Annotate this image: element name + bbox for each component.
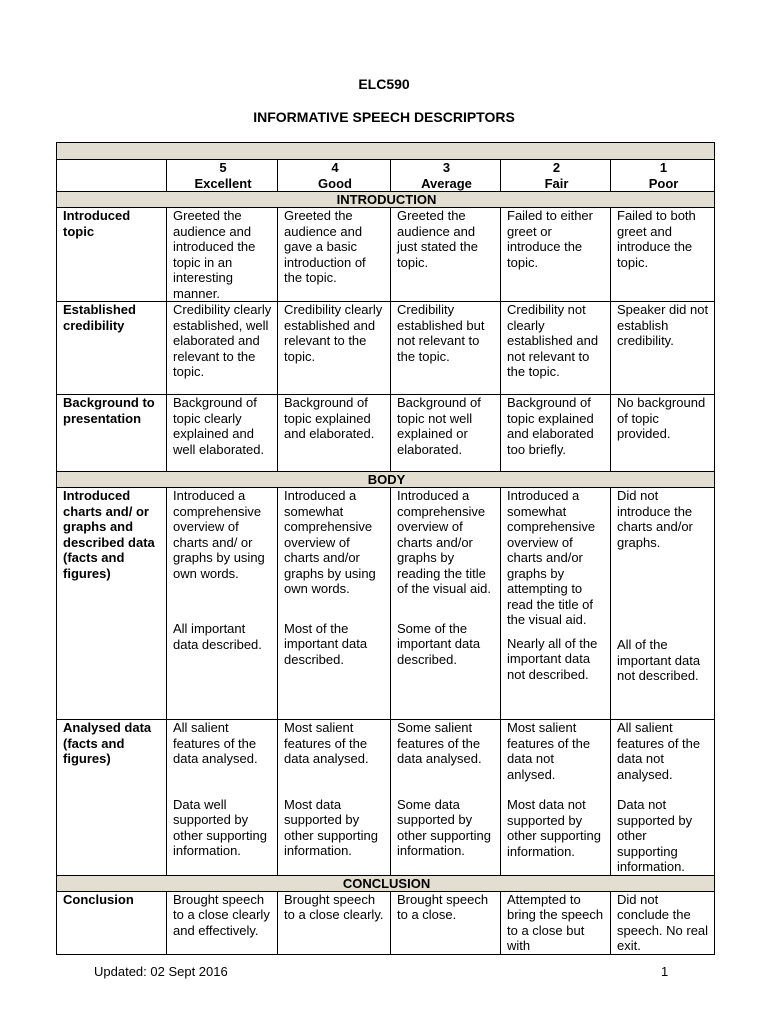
descriptor-cell: All salient features of the data not analysed. Data not supported by other supporting information. [611,720,715,876]
descriptor-cell: Introduced a somewhat comprehensive overview of charts and/or graphs by using own words. Most of the important data described. [278,488,391,720]
descriptor-cell: Background of topic not well explained or elaborated. [391,395,501,472]
rubric-table [56,142,715,955]
descriptor-cell: Greeted the audience and gave a basic introduction of the topic. [278,208,391,302]
descriptor-cell: Most salient features of the data not anlysed. Most data not supported by other supporting information. [501,720,611,876]
criterion-introduced-topic: Introduced topic [57,208,167,302]
scale-3-header: 3 Average [391,160,501,192]
criterion-conclusion: Conclusion [57,891,167,954]
row-introduced-charts [57,488,715,720]
descriptor-cell: Introduced a comprehensive overview of charts and/or graphs by reading the title of the visual aid. Some of the important data described. [391,488,501,720]
descriptor-cell: Background of topic explained and elaborated. [278,395,391,472]
scale-5-header: 5 Excellent [167,160,278,192]
row-analysed-data [57,720,715,876]
descriptor-cell: Speaker did not establish credibility. [611,302,715,395]
row-conclusion [57,891,715,954]
criterion-header-cell [57,160,167,192]
criterion-established-credibility: Established credibility [57,302,167,395]
updated-date: Updated: 02 Sept 2016 [94,964,228,979]
row-established-credibility [57,302,715,395]
descriptor-cell: Failed to either greet or introduce the topic. [501,208,611,302]
descriptor-cell: Brought speech to a close. [391,891,501,954]
descriptor-cell: Did not introduce the charts and/or graphs. All of the important data not described. [611,488,715,720]
descriptor-cell: Credibility established but not relevant to the topic. [391,302,501,395]
descriptor-cell: Most salient features of the data analysed. Most data supported by other supporting information. [278,720,391,876]
section-body: BODY [57,472,715,488]
row-introduced-topic [57,208,715,302]
scale-2-header: 2 Fair [501,160,611,192]
criterion-analysed-data: Analysed data (facts and figures) [57,720,167,876]
scale-header-row [57,160,715,192]
descriptor-cell: Attempted to bring the speech to a close but with [501,891,611,954]
criterion-background: Background to presentation [57,395,167,472]
descriptor-cell: Credibility not clearly established and not relevant to the topic. [501,302,611,395]
header-band [57,143,715,160]
descriptor-cell: Greeted the audience and just stated the topic. [391,208,501,302]
descriptor-cell: No background of topic provided. [611,395,715,472]
row-background [57,395,715,472]
descriptor-cell: All salient features of the data analysed. Data well supported by other supporting information. [167,720,278,876]
descriptor-cell: Did not conclude the speech. No real exit. [611,891,715,954]
descriptor-cell: Some salient features of the data analysed. Some data supported by other supporting information. [391,720,501,876]
descriptor-cell: Brought speech to a close clearly. [278,891,391,954]
section-conclusion: CONCLUSION [57,875,715,891]
descriptor-cell: Background of topic explained and elaborated too briefly. [501,395,611,472]
scale-1-header: 1 Poor [611,160,715,192]
descriptor-cell: Introduced a comprehensive overview of charts and/ or graphs by using own words. All important data described. [167,488,278,720]
course-code: ELC590 [358,76,410,92]
scale-4-header: 4 Good [278,160,391,192]
descriptor-cell: Brought speech to a close clearly and effectively. [167,891,278,954]
criterion-introduced-charts: Introduced charts and/ or graphs and described data (facts and figures) [57,488,167,720]
descriptor-cell: Failed to both greet and introduce the topic. [611,208,715,302]
descriptor-cell: Credibility clearly established and relevant to the topic. [278,302,391,395]
page-number: 1 [661,964,669,979]
descriptor-cell: Credibility clearly established, well elaborated and relevant to the topic. [167,302,278,395]
section-introduction: INTRODUCTION [57,192,715,208]
descriptor-cell: Background of topic clearly explained and well elaborated. [167,395,278,472]
document-title: INFORMATIVE SPEECH DESCRIPTORS [253,109,515,125]
descriptor-cell: Greeted the audience and introduced the topic in an interesting manner. [167,208,278,302]
descriptor-cell: Introduced a somewhat comprehensive overview of charts and/or graphs by attempting to read the title of the visual aid. Nearly all of the important data not described. [501,488,611,720]
